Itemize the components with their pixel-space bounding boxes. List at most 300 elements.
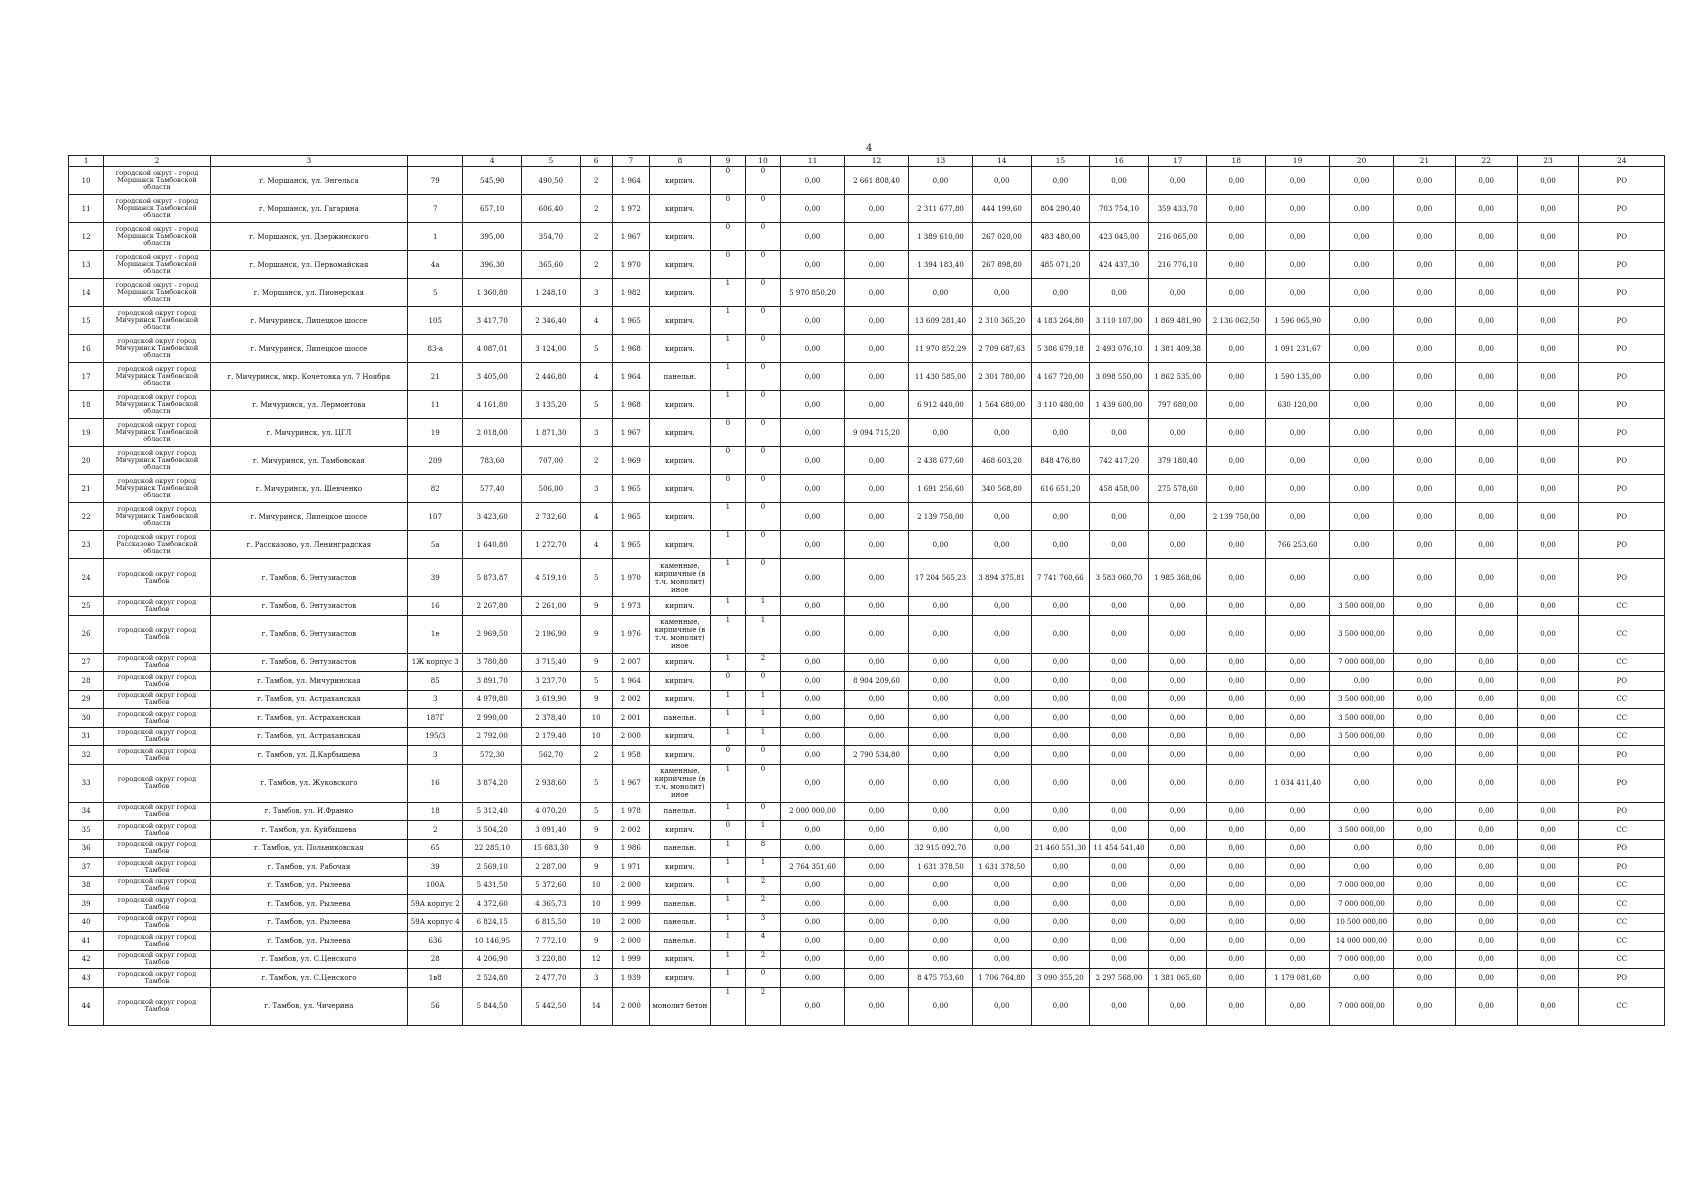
table-cell: 0,00 [1207,531,1266,559]
table-cell: 0,00 [1266,419,1330,447]
table-cell: 0,00 [1207,559,1266,597]
table-cell: кирпич. [649,475,710,503]
table-cell: 2 [580,447,612,475]
table-cell: 1 640,80 [463,531,522,559]
table-cell: 2 297 568,00 [1090,969,1149,988]
table-cell: 0,00 [1517,950,1579,969]
table-cell: 2 018,00 [463,419,522,447]
table-cell: 0,00 [1330,672,1394,691]
table-cell: г. Моршанск, ул. Первомайская [210,251,407,279]
table-cell: 0,00 [1455,447,1517,475]
table-cell: 636 [408,932,463,951]
table-cell: 0,00 [781,895,845,914]
table-cell: 0 [710,195,745,223]
table-cell: 0,00 [1266,251,1330,279]
table-cell: 7 772,10 [522,932,581,951]
table-cell: 0,00 [845,195,909,223]
table-cell: городской округ город Мичуринск Тамбовской области [104,363,211,391]
table-cell: 5 [580,335,612,363]
table-cell: 5а [408,531,463,559]
table-cell: 9 [580,858,612,877]
table-cell: СС [1579,727,1665,746]
table-cell: 0,00 [1517,167,1579,195]
table-cell: 0,00 [1330,363,1394,391]
table-cell: 0 [710,251,745,279]
table-cell: 3 237,70 [522,672,581,691]
table-cell: 1 869 481,90 [1148,307,1207,335]
table-cell: 0,00 [845,307,909,335]
table-cell: СС [1579,913,1665,932]
table-cell: 0,00 [1148,932,1207,951]
table-cell: 0,00 [1207,932,1266,951]
table-cell: 0,00 [1330,251,1394,279]
table-cell: 1 248,10 [522,279,581,307]
table-cell: 0,00 [1330,167,1394,195]
table-cell: городской округ город Тамбов [104,802,211,821]
table-cell: РО [1579,531,1665,559]
table-cell: 10 [580,913,612,932]
table-cell: 0,00 [1207,727,1266,746]
table-cell: 0,00 [1266,987,1330,1025]
table-cell: 0,00 [1330,335,1394,363]
table-cell: 0,00 [1517,802,1579,821]
table-cell: кирпич. [649,167,710,195]
table-row [69,987,1665,1025]
table-cell: 485 071,20 [1031,251,1090,279]
table-cell: СС [1579,615,1665,653]
table-cell: 0,00 [1455,223,1517,251]
table-cell: 1 [745,597,780,616]
table-cell: 0,00 [1517,279,1579,307]
table-cell: РО [1579,279,1665,307]
table-cell: 0,00 [1393,709,1455,728]
table-cell: 0,00 [1090,709,1149,728]
table-cell: 483 480,00 [1031,223,1090,251]
table-cell: 16 [408,597,463,616]
table-cell: 21 [408,363,463,391]
table-cell: РО [1579,746,1665,765]
table-cell: 0,00 [1207,690,1266,709]
table-cell: 1 [710,653,745,672]
table-cell: 0,00 [1266,876,1330,895]
table-cell: 32 915 092,70 [909,839,973,858]
page-number: 4 [866,143,873,154]
table-cell: 3 500 000,00 [1330,821,1394,840]
table-cell: кирпич. [649,447,710,475]
table-cell: 1 [710,363,745,391]
table-cell: 3 [580,419,612,447]
table-cell: 105 [408,307,463,335]
table-cell: 0 [710,475,745,503]
table-cell: 2 [745,876,780,895]
table-cell: 5 431,50 [463,876,522,895]
table-cell: 3 619,90 [522,690,581,709]
table-cell: городской округ город Тамбов [104,615,211,653]
table-cell: городской округ город Тамбов [104,969,211,988]
table-cell: 0,00 [1266,223,1330,251]
table-row [69,969,1665,988]
table-cell: 0,00 [1517,447,1579,475]
table-cell: 3 583 060,70 [1090,559,1149,597]
table-cell: 0 [745,531,780,559]
column-header: 5 [522,156,581,167]
table-cell: 3 110 480,00 [1031,391,1090,419]
table-cell: 0,00 [1207,839,1266,858]
table-cell: 2 267,80 [463,597,522,616]
table-row [69,167,1665,195]
table-cell: 0,00 [845,858,909,877]
table-cell: 0,00 [1090,615,1149,653]
table-cell: 9 [580,839,612,858]
table-cell: 6 912 440,00 [909,391,973,419]
table-cell: 0,00 [1517,709,1579,728]
table-row [69,653,1665,672]
table-body [69,167,1665,1026]
table-cell: 0,00 [845,727,909,746]
table-cell: 0,00 [1330,475,1394,503]
table-cell: г. Мичуринск, Липецкое шоссе [210,503,407,531]
table-cell: 2 261,00 [522,597,581,616]
table-cell: 0,00 [1455,559,1517,597]
table-cell: 0,00 [1031,503,1090,531]
table-cell: панельн. [649,913,710,932]
table-cell: 0,00 [1207,950,1266,969]
table-row [69,363,1665,391]
table-cell: 3 135,20 [522,391,581,419]
table-cell: 5 312,40 [463,802,522,821]
table-cell: 616 651,20 [1031,475,1090,503]
table-cell: г. Моршанск, ул. Гагарина [210,195,407,223]
table-cell: 0,00 [845,802,909,821]
table-cell: 423 045,00 [1090,223,1149,251]
table-cell: 0,00 [1266,839,1330,858]
table-cell: 0,00 [1266,690,1330,709]
table-cell: 2 311 677,80 [909,195,973,223]
table-cell: 7 000 000,00 [1330,653,1394,672]
table-cell: 32 [69,746,104,765]
table-cell: 10 [69,167,104,195]
table-cell: 0,00 [1393,653,1455,672]
table-cell: 2 990,00 [463,709,522,728]
table-cell: 10 [580,727,612,746]
table-cell: г. Тамбов, ул. Куйбышева [210,821,407,840]
table-cell: РО [1579,839,1665,858]
table-cell: 0,00 [1031,913,1090,932]
table-cell: 0,00 [1031,764,1090,802]
table-cell: 0,00 [845,559,909,597]
table-cell: 0,00 [1517,653,1579,672]
table-cell: 42 [69,950,104,969]
table-cell: городской округ город Мичуринск Тамбовской области [104,335,211,363]
table-cell: 0,00 [1455,672,1517,691]
table-cell: 0,00 [1455,690,1517,709]
table-cell: РО [1579,419,1665,447]
table-cell: 5 [580,764,612,802]
table-cell: городской округ город Мичуринск Тамбовской области [104,419,211,447]
table-cell: 9 [580,690,612,709]
table-cell: 0,00 [1330,195,1394,223]
table-cell: 0,00 [845,821,909,840]
table-cell: 2 001 [612,709,649,728]
table-cell: 7 000 000,00 [1330,987,1394,1025]
table-cell: 1 973 [612,597,649,616]
table-cell: г. Тамбов, ул. Рабочая [210,858,407,877]
table-cell: 0,00 [1266,709,1330,728]
table-cell: 0,00 [1031,876,1090,895]
table-cell: 0,00 [1148,858,1207,877]
table-cell: 1 968 [612,391,649,419]
table-cell: г. Тамбов, ул. Польниковская [210,839,407,858]
table-cell: 1 970 [612,251,649,279]
table-cell: 0,00 [781,223,845,251]
table-cell: 2 790 534,80 [845,746,909,765]
table-cell: 3 891,70 [463,672,522,691]
table-cell: 2 002 [612,821,649,840]
table-cell: 0,00 [1031,690,1090,709]
table-cell: 1 381 409,38 [1148,335,1207,363]
table-cell: 1 590 135,00 [1266,363,1330,391]
table-cell: 0,00 [1148,802,1207,821]
table-cell: 36 [69,839,104,858]
table-cell: РО [1579,363,1665,391]
table-cell: 0,00 [909,672,973,691]
table-cell: 0,00 [1266,950,1330,969]
table-cell: 0,00 [1455,950,1517,969]
table-cell: 2 764 351,60 [781,858,845,877]
table-cell: 0 [710,672,745,691]
table-cell: панельн. [649,363,710,391]
table-cell: 2 287,00 [522,858,581,877]
table-cell: 606,40 [522,195,581,223]
table-row [69,391,1665,419]
column-header: 13 [909,156,973,167]
table-cell: 0,00 [972,672,1031,691]
table-row [69,447,1665,475]
table-cell: 4 206,90 [463,950,522,969]
table-cell: 0,00 [1207,876,1266,895]
table-cell: кирпич. [649,419,710,447]
table-cell: 0,00 [1031,597,1090,616]
table-cell: 0,00 [1090,597,1149,616]
table-cell: 0,00 [1207,709,1266,728]
column-header: 2 [104,156,211,167]
table-cell: панельн. [649,802,710,821]
table-cell: 0,00 [1393,597,1455,616]
column-header [408,156,463,167]
table-cell: 0,00 [845,475,909,503]
table-cell: г. Моршанск, ул. Пионерская [210,279,407,307]
table-cell: 2 661 808,40 [845,167,909,195]
table-cell: 3 423,60 [463,503,522,531]
column-number-header [69,156,1665,167]
table-cell: 2 346,40 [522,307,581,335]
table-cell: 0,00 [1330,447,1394,475]
table-cell: кирпич. [649,279,710,307]
table-cell: 1 871,30 [522,419,581,447]
table-cell: 0,00 [1090,895,1149,914]
table-cell: 0,00 [1393,251,1455,279]
column-header: 15 [1031,156,1090,167]
table-cell: 1 179 081,60 [1266,969,1330,988]
table-cell: 0,00 [972,690,1031,709]
table-cell: кирпич. [649,223,710,251]
table-cell: 11 [408,391,463,419]
table-cell: 0,00 [1393,363,1455,391]
table-cell: 0,00 [972,913,1031,932]
table-cell: 2 000 [612,932,649,951]
table-cell: 2 139 750,00 [1207,503,1266,531]
table-cell: 0,00 [1393,475,1455,503]
table-cell: 0,00 [1266,279,1330,307]
table-cell: 0,00 [781,615,845,653]
table-cell: 1 976 [612,615,649,653]
table-cell: 4 087,01 [463,335,522,363]
table-cell: 0,00 [1393,969,1455,988]
table-cell: 5 [580,559,612,597]
table-cell: 1в8 [408,969,463,988]
table-cell: 1 971 [612,858,649,877]
table-cell: 0,00 [972,839,1031,858]
table-cell: РО [1579,764,1665,802]
table-cell: 65 [408,839,463,858]
table-cell: 1 999 [612,950,649,969]
table-cell: 0,00 [1455,858,1517,877]
table-cell: 1 [710,764,745,802]
table-cell: 0,00 [1207,335,1266,363]
table-cell: 0,00 [1207,653,1266,672]
table-cell: 0,00 [1455,167,1517,195]
table-cell: 0,00 [1266,503,1330,531]
table-cell: 2 007 [612,653,649,672]
table-cell: 0,00 [1393,419,1455,447]
table-cell: кирпич. [649,727,710,746]
table-cell: 0,00 [1393,746,1455,765]
table-cell: городской округ город Мичуринск Тамбовской области [104,475,211,503]
table-cell: 577,40 [463,475,522,503]
table-cell: 4 365,73 [522,895,581,914]
table-cell: 1 986 [612,839,649,858]
table-row [69,597,1665,616]
table-cell: 0,00 [1266,447,1330,475]
table-cell: 0,00 [1031,802,1090,821]
table-cell: 0,00 [1207,764,1266,802]
table-row [69,709,1665,728]
table-cell: 2 000 [612,876,649,895]
table-cell: 0,00 [1090,419,1149,447]
table-cell: 0,00 [781,335,845,363]
table-cell: 3 500 000,00 [1330,709,1394,728]
table-cell: 2 438 677,60 [909,447,973,475]
table-cell: 0,00 [1517,913,1579,932]
table-cell: 3 [580,279,612,307]
column-header: 4 [463,156,522,167]
table-cell: 0 [745,223,780,251]
table-cell: 0,00 [1266,195,1330,223]
table-cell: СС [1579,876,1665,895]
table-cell: 26 [69,615,104,653]
table-cell: 0,00 [845,251,909,279]
table-cell: 0,00 [1207,391,1266,419]
table-cell: 0,00 [1148,690,1207,709]
table-cell: 17 204 565,23 [909,559,973,597]
table-cell: г. Рассказово, ул. Ленинградская [210,531,407,559]
table-cell: панельн. [649,895,710,914]
table-cell: 0,00 [1455,615,1517,653]
table-cell: 0,00 [1455,251,1517,279]
table-cell: 0,00 [1517,615,1579,653]
table-cell: 0,00 [909,895,973,914]
table-cell: 0,00 [1148,672,1207,691]
table-cell: 2 000 [612,987,649,1025]
table-cell: 10 [580,876,612,895]
table-cell: 0,00 [909,987,973,1025]
table-cell: 0,00 [1455,876,1517,895]
table-cell: 354,70 [522,223,581,251]
table-cell: 0,00 [1455,746,1517,765]
table-cell: 19 [408,419,463,447]
table-cell: 0,00 [972,876,1031,895]
table-cell: кирпич. [649,746,710,765]
table-cell: 1 [710,559,745,597]
table-cell: 0,00 [1393,690,1455,709]
table-cell: 0,00 [1031,895,1090,914]
table-cell: 0,00 [909,876,973,895]
table-cell: 0,00 [972,503,1031,531]
table-cell: г. Моршанск, ул. Энгельса [210,167,407,195]
table-cell: 1 978 [612,802,649,821]
table-cell: 0,00 [909,764,973,802]
table-cell: 0,00 [1266,167,1330,195]
table-cell: 40 [69,913,104,932]
table-cell: панельн. [649,932,710,951]
table-cell: городской округ город Тамбов [104,987,211,1025]
table-cell: 0,00 [1207,195,1266,223]
table-cell: 0,00 [1517,690,1579,709]
table-cell: 34 [69,802,104,821]
table-cell: 2 000 000,00 [781,802,845,821]
table-cell: г. Тамбов, ул. Жуковского [210,764,407,802]
table-row [69,746,1665,765]
table-row [69,821,1665,840]
table-cell: 267 898,80 [972,251,1031,279]
table-cell: 0,00 [1266,858,1330,877]
table-cell: 2 310 365,20 [972,307,1031,335]
table-cell: городской округ город Мичуринск Тамбовской области [104,391,211,419]
table-row [69,727,1665,746]
table-cell: кирпич. [649,876,710,895]
table-cell: 9 [580,821,612,840]
table-cell: 0,00 [1517,307,1579,335]
table-cell: 59А корпус 2 [408,895,463,914]
table-cell: 0,00 [1266,895,1330,914]
table-cell: 23 [69,531,104,559]
table-cell: 1 [745,858,780,877]
table-cell: 0 [710,447,745,475]
table-cell: 0,00 [1330,559,1394,597]
table-cell: 16 [69,335,104,363]
table-cell: 1 [710,802,745,821]
table-cell: 24 [69,559,104,597]
table-cell: 0,00 [1393,279,1455,307]
table-cell: 1 631 378,50 [972,858,1031,877]
table-cell: 1 [408,223,463,251]
table-cell: г. Тамбов, б. Энтузиастов [210,615,407,653]
table-cell: городской округ город Тамбов [104,950,211,969]
table-cell: 458 458,00 [1090,475,1149,503]
table-cell: 5 372,60 [522,876,581,895]
table-cell: РО [1579,167,1665,195]
table-cell: городской округ город Рассказово Тамбовской области [104,531,211,559]
